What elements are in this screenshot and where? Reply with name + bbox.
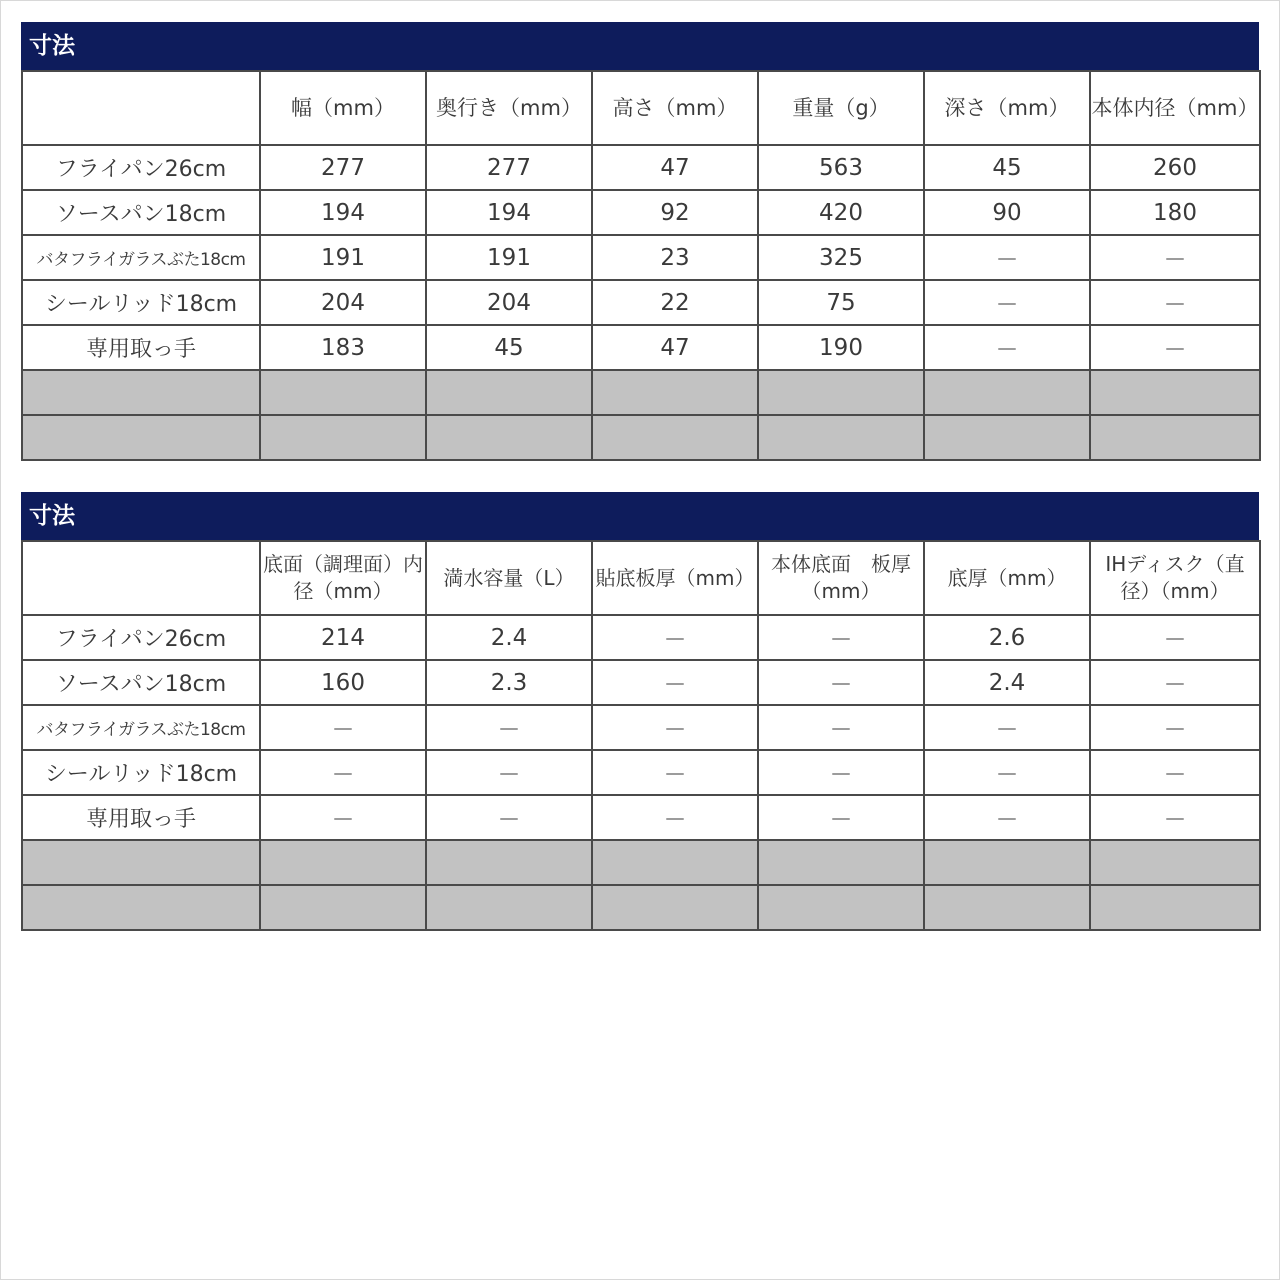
blank-cell (758, 415, 924, 460)
table-cell: 75 (758, 280, 924, 325)
table-cell: － (758, 750, 924, 795)
blank-row (22, 370, 1260, 415)
row-label: バタフライガラスぶた18cm (22, 705, 260, 750)
table-row (22, 325, 1260, 370)
blank-cell (1090, 370, 1260, 415)
table-cell: － (260, 750, 426, 795)
table-header-row (22, 71, 1260, 145)
table-cell: 22 (592, 280, 758, 325)
table-cell: － (592, 750, 758, 795)
blank-cell (260, 370, 426, 415)
table-row (22, 795, 1260, 840)
table-cell: 194 (426, 190, 592, 235)
table-cell: － (426, 795, 592, 840)
table-cell: － (426, 750, 592, 795)
table-cell: － (758, 705, 924, 750)
table-cell: 563 (758, 145, 924, 190)
blank-cell (924, 370, 1090, 415)
blank-cell (924, 885, 1090, 930)
table-cell: － (1090, 615, 1260, 660)
table-cell: 214 (260, 615, 426, 660)
blank-cell (260, 415, 426, 460)
header-cell-inner-diameter: 本体内径（mm） (1090, 71, 1260, 145)
blank-cell (426, 840, 592, 885)
table-cell: 277 (426, 145, 592, 190)
table-cell: － (924, 705, 1090, 750)
blank-cell (426, 885, 592, 930)
table-cell: 2.4 (924, 660, 1090, 705)
blank-row (22, 885, 1260, 930)
blank-row (22, 840, 1260, 885)
table-cell: 191 (426, 235, 592, 280)
header-cell-inner-depth: 深さ（mm） (924, 71, 1090, 145)
table-cell: － (592, 795, 758, 840)
table-cell: 190 (758, 325, 924, 370)
table-cell: － (924, 280, 1090, 325)
row-label: バタフライガラスぶた18cm (22, 235, 260, 280)
header-cell-ih-disc-diameter: IHディスク（直径）（mm） (1090, 541, 1260, 615)
table-row (22, 190, 1260, 235)
table-cell: － (1090, 705, 1260, 750)
table-row (22, 660, 1260, 705)
table-row (22, 235, 1260, 280)
row-label: フライパン26cm (22, 615, 260, 660)
header-cell-depth: 奥行き（mm） (426, 71, 592, 145)
blank-row (22, 415, 1260, 460)
table-cell: － (924, 795, 1090, 840)
table-cell: 260 (1090, 145, 1260, 190)
table-cell: 160 (260, 660, 426, 705)
blank-cell (758, 885, 924, 930)
table-cell: － (1090, 325, 1260, 370)
table-cell: － (758, 615, 924, 660)
dimensions-table-2 (21, 540, 1261, 931)
row-label: シールリッド18cm (22, 280, 260, 325)
dimensions-section-1 (21, 22, 1259, 461)
blank-cell (22, 840, 260, 885)
table-cell: 47 (592, 325, 758, 370)
table-row (22, 615, 1260, 660)
row-label: ソースパン18cm (22, 660, 260, 705)
table-cell: 420 (758, 190, 924, 235)
dimensions-section-2 (21, 492, 1259, 931)
table-cell: － (1090, 280, 1260, 325)
table-cell: 183 (260, 325, 426, 370)
row-label: シールリッド18cm (22, 750, 260, 795)
blank-cell (426, 415, 592, 460)
table-cell: 2.3 (426, 660, 592, 705)
blank-cell (22, 415, 260, 460)
header-cell-capacity: 満水容量（L） (426, 541, 592, 615)
header-cell-width: 幅（mm） (260, 71, 426, 145)
blank-cell (1090, 885, 1260, 930)
table-cell: － (924, 235, 1090, 280)
blank-cell (758, 370, 924, 415)
table-cell: 204 (260, 280, 426, 325)
table-cell: 23 (592, 235, 758, 280)
blank-cell (260, 885, 426, 930)
row-label: 専用取っ手 (22, 325, 260, 370)
table-cell: － (1090, 795, 1260, 840)
blank-cell (758, 840, 924, 885)
table-cell: 204 (426, 280, 592, 325)
table-cell: 2.6 (924, 615, 1090, 660)
header-cell-bottom-thickness: 底厚（mm） (924, 541, 1090, 615)
table-row (22, 705, 1260, 750)
table-cell: 90 (924, 190, 1090, 235)
header-cell-empty (22, 541, 260, 615)
blank-cell (1090, 840, 1260, 885)
table-cell: － (592, 660, 758, 705)
blank-cell (1090, 415, 1260, 460)
blank-cell (22, 370, 260, 415)
row-label: ソースパン18cm (22, 190, 260, 235)
table-cell: － (758, 795, 924, 840)
header-cell-bonded-plate-thickness: 貼底板厚（mm） (592, 541, 758, 615)
blank-cell (592, 415, 758, 460)
blank-cell (426, 370, 592, 415)
blank-cell (592, 885, 758, 930)
table-cell: 2.4 (426, 615, 592, 660)
table-cell: － (592, 705, 758, 750)
table-cell: － (758, 660, 924, 705)
table-cell: － (924, 325, 1090, 370)
table-row (22, 750, 1260, 795)
blank-cell (924, 415, 1090, 460)
table-cell: 325 (758, 235, 924, 280)
blank-cell (22, 885, 260, 930)
section-title: 寸法 (21, 492, 1259, 540)
table-cell: 180 (1090, 190, 1260, 235)
blank-cell (592, 840, 758, 885)
header-cell-weight: 重量（g） (758, 71, 924, 145)
table-cell: 45 (924, 145, 1090, 190)
row-label: フライパン26cm (22, 145, 260, 190)
table-cell: － (426, 705, 592, 750)
blank-cell (260, 840, 426, 885)
header-cell-bottom-inner-diameter: 底面（調理面）内径（mm） (260, 541, 426, 615)
table-cell: － (592, 615, 758, 660)
blank-cell (924, 840, 1090, 885)
table-cell: 277 (260, 145, 426, 190)
table-row (22, 145, 1260, 190)
blank-cell (592, 370, 758, 415)
dimensions-table-1 (21, 70, 1261, 461)
header-cell-empty (22, 71, 260, 145)
table-cell: 45 (426, 325, 592, 370)
table-cell: － (260, 795, 426, 840)
table-cell: 47 (592, 145, 758, 190)
header-cell-body-bottom-thickness: 本体底面 板厚（mm） (758, 541, 924, 615)
table-cell: 194 (260, 190, 426, 235)
table-row (22, 280, 1260, 325)
table-cell: － (260, 705, 426, 750)
section-title: 寸法 (21, 22, 1259, 70)
row-label: 専用取っ手 (22, 795, 260, 840)
table-header-row (22, 541, 1260, 615)
table-cell: － (1090, 235, 1260, 280)
table-cell: 191 (260, 235, 426, 280)
header-cell-height: 高さ（mm） (592, 71, 758, 145)
table-cell: － (924, 750, 1090, 795)
table-cell: 92 (592, 190, 758, 235)
table-cell: － (1090, 750, 1260, 795)
table-cell: － (1090, 660, 1260, 705)
